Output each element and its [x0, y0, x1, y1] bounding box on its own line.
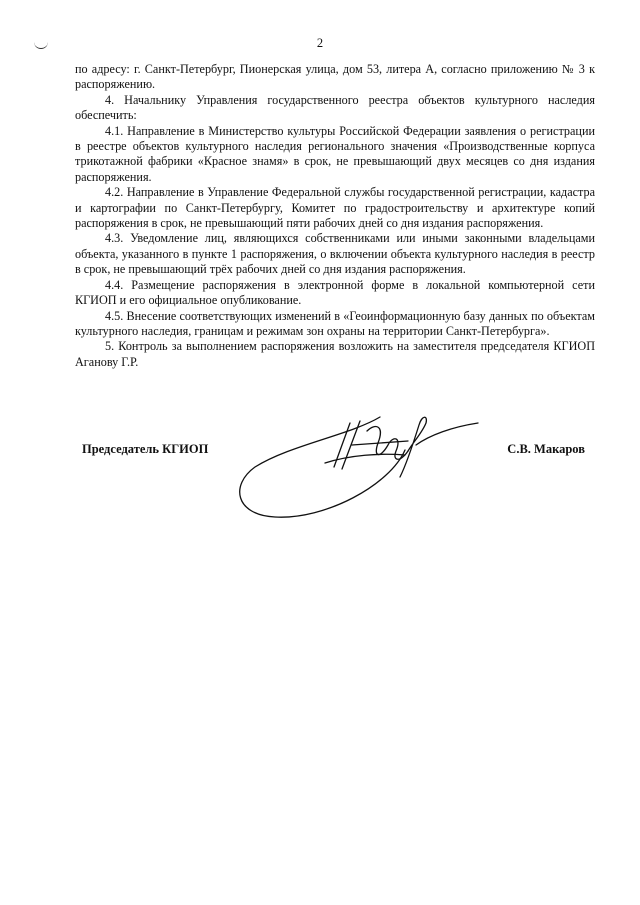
signatory-title: Председатель КГИОП	[82, 442, 209, 456]
page-number: 2	[316, 36, 324, 50]
paragraph-address: по адресу: г. Санкт-Петербург, Пионерская улица, дом 53, литера А, согласно приложению № 3 к распоряжению.	[75, 62, 595, 92]
document-body	[75, 62, 595, 370]
paragraph-4-4: 4.4. Размещение распоряжения в электронной форме в локальной компьютерной сети КГИОП и его официальное опубликование.	[75, 277, 595, 308]
signatory-name: С.В. Макаров	[507, 442, 585, 456]
paragraph-4-1: 4.1. Направление в Министерство культуры Российской Федерации заявления о регистрации в реестре объектов культурного наследия регионального значения «Производственные корпуса трикотажной фабрики «Красное знамя» в срок, не превышающий двух месяцев со дня издания распоряжения.	[75, 123, 595, 184]
paragraph-4-2: 4.2. Направление в Управление Федеральной службы государственной регистрации, кадастра и картографии по Санкт-Петербургу, Комитет по градостроительству и архитектуре копий распоряжения в срок, не превышающий пяти рабочих дней со дня издания распоряжения.	[75, 185, 595, 231]
paragraph-4-3: 4.3. Уведомление лиц, являющихся собственниками или иными законными владельцами объекта, указанного в пункте 1 распоряжения, о включении объекта культурного наследия в реестр в срок, не превышающий трёх рабочих дней со дня издания распоряжения.	[75, 231, 595, 277]
paragraph-4: 4. Начальнику Управления государственного реестра объектов культурного наследия обеспечить:	[75, 92, 595, 123]
paragraph-4-5: 4.5. Внесение соответствующих изменений в «Геоинформационную базу данных по объектам культурного наследия, границам и режимам зон охраны на территории Санкт-Петербурга».	[75, 308, 595, 338]
signature-block	[82, 442, 602, 466]
paragraph-5: 5. Контроль за выполнением распоряжения возложить на заместителя председателя КГИОП Аганову Г.Р.	[75, 339, 595, 369]
